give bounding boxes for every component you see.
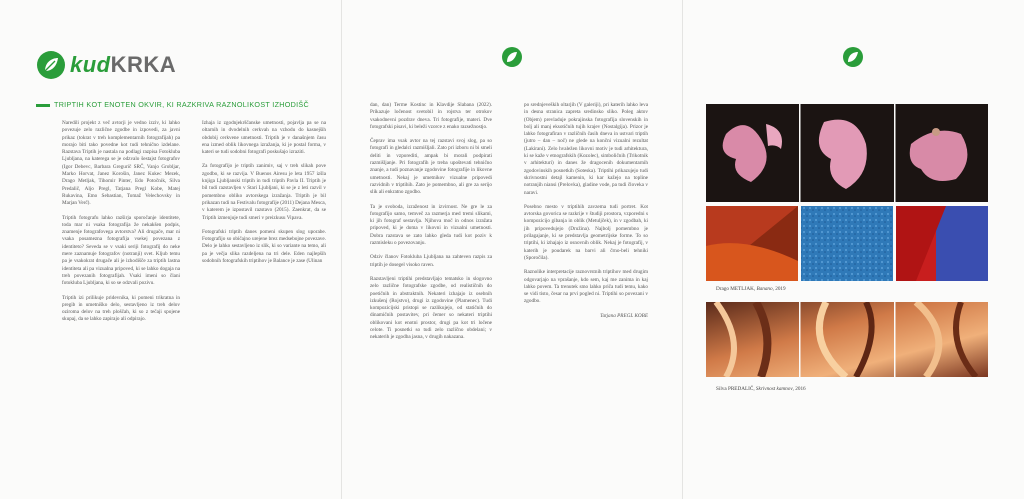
text-column-4 [524,102,648,320]
photo-caption: Silva PREDALIČ, Skrivnost kamnov, 2016 [716,386,806,392]
photo-caption: Drago METLJAK, Banano, 2019 [716,286,786,292]
paragraph: Posebno mesto v triptihih zavzema tudi portret. Kot avtorska govorica se razkrije v študiji prostora, vzporedni s kompozicijo gibanja in oblik (Metuljček), in v zgodbah, ki jih pripovedujejo (Družina). Najbolj pomembno je prilagajanje, ki se predstavlja geometrijske forme. To so triptihi, ki izhajajo iz osnovnih oblik. Nekaj je fotografij, v katerih je poudarek na barvi ali črno-beli tehniki (Sporočila). [524,203,648,261]
paragraph: Ta je svoboda, izraženost in izvirnost. Ne gre le za fotografijo samo, temveč za razmerja med tremi slikami, ki jih fotograf sestavlja. Njihova moč in odnos izražata pripoved, ki je doma v likovni in vizualni umetnosti. Dobra razstava se zato lahko gleda tudi kot poziv k razmisleku o povezovanju. [370,203,492,247]
page-fold [682,0,683,499]
dancer-photo [706,104,988,202]
geometry-photo [706,206,988,281]
paragraph: Fotografski triptih danes pomeni skupen slog uporabe. Fotografijo so običajno urejene brez medsebojne povezave. Delo je lahko sestavljeno iz slik, ki so variante na temo, ali pa je večja slika razdeljena na tri dele. Eden najlepših sodobnih fotografskih triptihov je Balance je zase (Ulinan [202,228,326,265]
article-title: TRIPTIH KOT ENOTEN OKVIR, KI RAZKRIVA RAZNOLIKOST IZHODIŠČ [54,100,310,109]
paragraph: Razstavljeni triptihi predstavljajo tematsko in slogovno zelo različne fotografske zgodbe, od realističnih do poetičnih in abstraktnih. Nekateri izhajajo iz osebnih izkušenj (Rojstvo), drugi iz zgodovine (Plamenec). Tudi kompozicijski pristopi se razlikujejo, od statičnih do dinamičnih postavitev, pri čemer so nekateri triptihi oblikovani kot enotni prostor, drugi pa kot tri ločene celote. Ti posnetki so tudi zelo različno obdelani; v nekaterih je zgodba jasna, v drugih nakazana. [370,275,492,341]
paragraph: Za fotografijo je triptih zanimiv, saj v treh slikah pove zgodbo, ki se razvija. V Buenos Airesu je leta 1957 izšla knjiga Ljubljanski triptih in tudi triptih Pavla II. Triptih je bil tudi razstavljen v Stari Ljubljani, ki se je z leti razvil v pomembno obliko avtorskega izražanja. Triptih je bil prikazan tudi na Festivalu fotografije (2011) Dejana Mesca, v katerem je izpostavil razstavo (2015). Zaenkrat, da se Triptih izmenjuje tudi smeri v preizkusu Vipava. [202,163,326,221]
paragraph: Izhaja iz zgodnjekrščanske umetnosti, pojavlja pa se na oltarnih in dvodelnih cerkvah na vzhodu do kasnejših obdobij cerkvene umetnosti. Triptih je v današnjem času ena izmed oblik likovnega izražanja, ki je postal forma, v kateri se tudi sodobni fotografi poskušajo izraziti. [202,120,326,156]
page-fold [341,0,342,499]
paragraph: Triptih fotografu lahko razširja sporočanje identitete, toda mar ni vsaka fotografija že nekakšen podpis, znamenje fotografovega avtorstva? Ali drugače, mar ni vsaka posamezna fotografija vsekej povezana z identiteto? Seveda se v vsaki seriji fotografij do neke mere zaznamuje fotografov (notranji) svet. Kljub temu pa je vsakokrat drugače ali je izhodišče za triptih lastna identiteta ali pa vizualna pripoved, ki se lahko dogaja na treh povezanih fotografijah. Vsaki imeni so člani fotokluba Ljubljana, ki so se odzvali pozivu. [62,214,180,287]
kud-krka-logo [36,50,176,80]
paragraph: Raznolike interpretacije raznovrstnih triptihov med drugim odgovarjajo na vprašanje, kdo sem, kaj me zanima in kaj lahko povem. Ta trenutek smo lahko priča tudi temu, kako se vidi tisto, česar na prvi pogled ni. Triptihi so povezani v zgodbo. [524,269,648,305]
title-accent-rule [36,104,50,107]
text-column-1 [62,120,180,331]
logo-wordmark: kudKRKA [70,52,177,77]
triptych-canyon [706,302,988,377]
paragraph: Naredili projekt z več avtorji je vedno izziv, ki lahko povezuje zelo različne zgodbe in izpovedi, za javni prikaz (tokrat v treh komplementarnih fotografijah) pa morajo biti tako povedne kot tudi tehnično izdelane. Razstava Triptih je nastala na podlagi razpisa Fotokluba Ljubljana, na katerega se je odzvalo šestajst fotografov (Igor Debevc, Barbara Gregurič SRČ, Vanjo Grobljar, Marko Horvat, Janez Korošin, Janez Kukec Mezek, Drago Metljak, Tihomir Pinter, Edo Potočnik, Silva Predalič, Aljo Pregl, Tatjana Pregl Kobe, Matej Rukavina, Emo Sebastian, Tomaž Velechovsky in Marjan Verč). [62,120,180,207]
paragraph: po srednjeveških oltarjih (V galeriji), pri katerih lahko leva in desna stranica zapreta sredinsko sliko. Poleg aktov (Objem) prevladuje pokrajinska fotografija slovenskih in bolj ali manj eksotičnih tujih krajev (Nostalgija). Prizor je lahko fotografiran v različnih časih dneva in ustvari triptih (jutro – dan – noč) ne glede na končni vizualni rezultat (Lakirani). Zelo hvaležen likovni motiv je tudi arhitektura, ki se kaže v etnografskih (Kozolec), simboličnih (Trikotnik v arhitekturi) in danes že dragocenih dokumentarnih zgodovinskih posnetkih (Soteska). Triptihi prikazujejo tudi skrivnostni detajl kamenin, ki kar kažejo na topline notranjih niansi (Prelovka), gladine vode, pa tudi človeka v naravi. [524,102,648,196]
text-column-3 [370,102,492,349]
paragraph: dan, dan) Terme Kostinc in Klavdije Slabana (2022). Prikazuje ločenost svetobil in rojstva ter otrokov vsakodnevni pozdrav dneva. Tri fotografije, materi. Dve fotografski pisavi, ki beleži vzorce z enako razsežnostjo. [370,102,492,130]
leaf-logo-icon [36,50,66,80]
triptych-geometry [706,206,988,281]
text-column-2 [202,120,326,272]
author-signature: Tatjana PREGL KOBE [600,312,648,319]
paragraph: Čeprav ima vsak avtor na tej razstavi svoj slog, pa so fotografi in gledalci razmišljali. Zato pri izboru ni bi smeli deliti in vzporediti, ampak bi morali podpirati razmišljanje. Pri fotografih je treba upoštevati tehnično znanje, a tudi poznavanje zgodovine fotografije in likovne umetnosti. Nekaj je umetnikov vizualne pripovedi razvidnih v triptihih. Zato je pomembno, ali gre za serijo slik ali enkratno zgodbo. [370,138,492,196]
paragraph: Triptih izi prilikuje pridevnika, ki pomeni trikratna in pregib in umetniško delo, sestavljeno iz treh delov oziroma delov na treh ploščah, ki so z tečaji spojene skupaj, da se lahko zapirajo ali odpirajo. [62,294,180,323]
paragraph: Odziv članov Fotokluba Ljubljana na zahteven razpis za triptih je dosegel visoko raven. [370,254,492,268]
canyon-photo [706,302,988,377]
leaf-page-icon [501,46,523,68]
leaf-page-icon [842,46,864,68]
triptych-dancer [706,104,988,202]
